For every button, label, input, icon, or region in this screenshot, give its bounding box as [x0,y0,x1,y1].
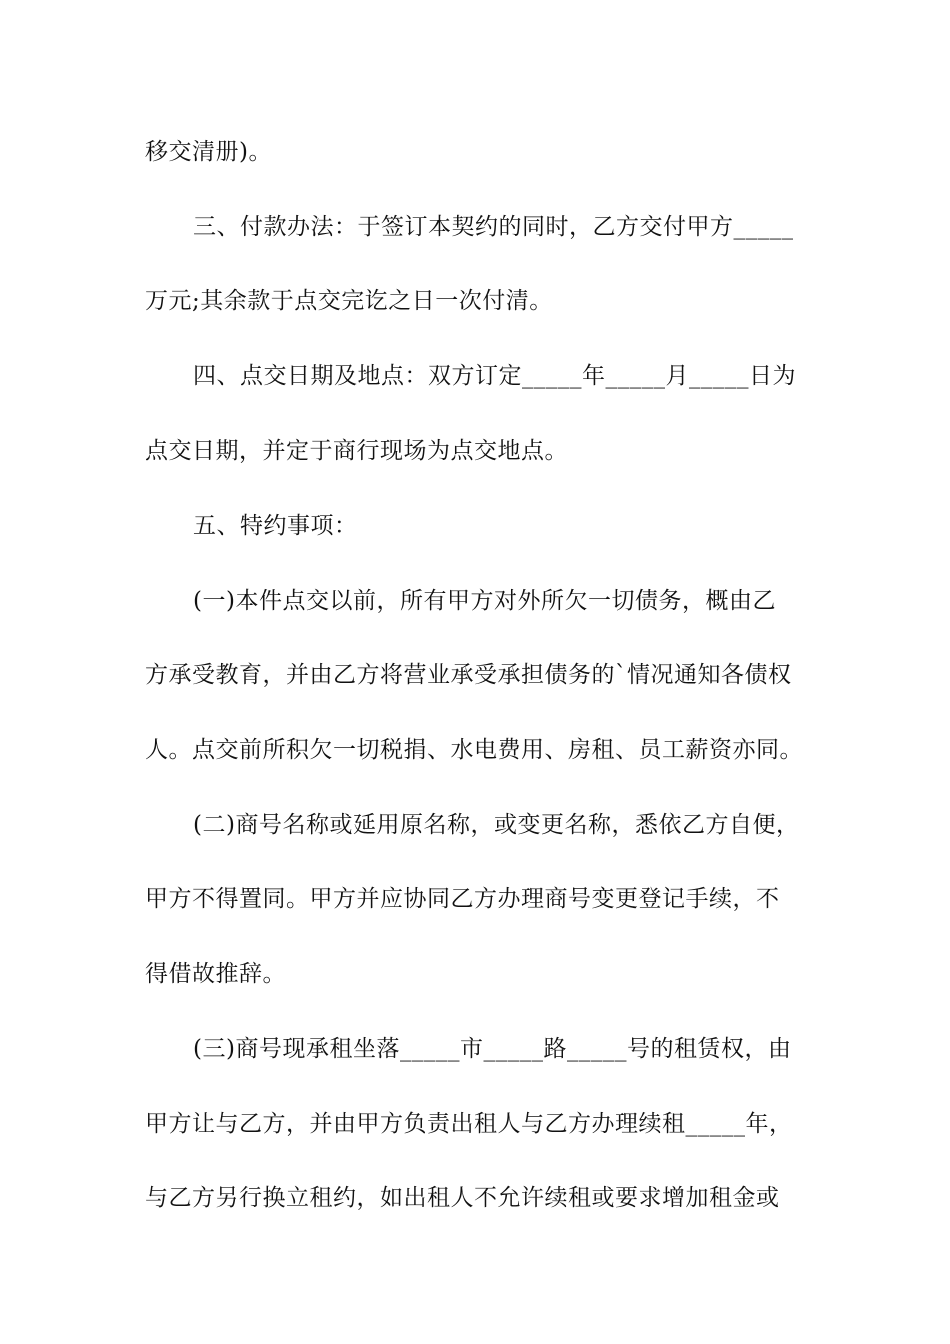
text-line-15: 与乙方另行换立租约，如出租人不允许续租或要求增加租金或 [145,1185,780,1211]
text-line-6: 五、特约事项： [193,513,358,539]
text-line-1: 移交清册)。 [145,139,272,165]
text-line-11: 甲方不得置同。甲方并应协同乙方办理商号变更登记手续，不 [145,886,780,912]
text-line-2: 三、付款办法：于签订本契约的同时，乙方交付甲方_____ [193,214,794,240]
text-line-13: (三)商号现承租坐落_____市_____路_____号的租赁权，由 [193,1036,792,1062]
text-line-5: 点交日期，并定于商行现场为点交地点。 [145,438,568,464]
text-line-3: 万元;其余款于点交完讫之日一次付清。 [145,288,553,314]
text-line-10: (二)商号名称或延用原名称，或变更名称，悉依乙方自便， [193,812,800,838]
text-line-9: 人。点交前所积欠一切税捐、水电费用、房租、员工薪资亦同。 [145,737,803,763]
text-line-4: 四、点交日期及地点：双方订定_____年_____月_____日为 [193,363,796,389]
text-line-14: 甲方让与乙方，并由甲方负责出租人与乙方办理续租_____年， [145,1111,793,1137]
text-line-8: 方承受教育，并由乙方将营业承受承担债务的`情况通知各债权 [145,662,792,688]
text-line-7: (一)本件点交以前，所有甲方对外所欠一切债务，概由乙 [193,588,776,614]
text-line-12: 得借故推辞。 [145,961,286,987]
